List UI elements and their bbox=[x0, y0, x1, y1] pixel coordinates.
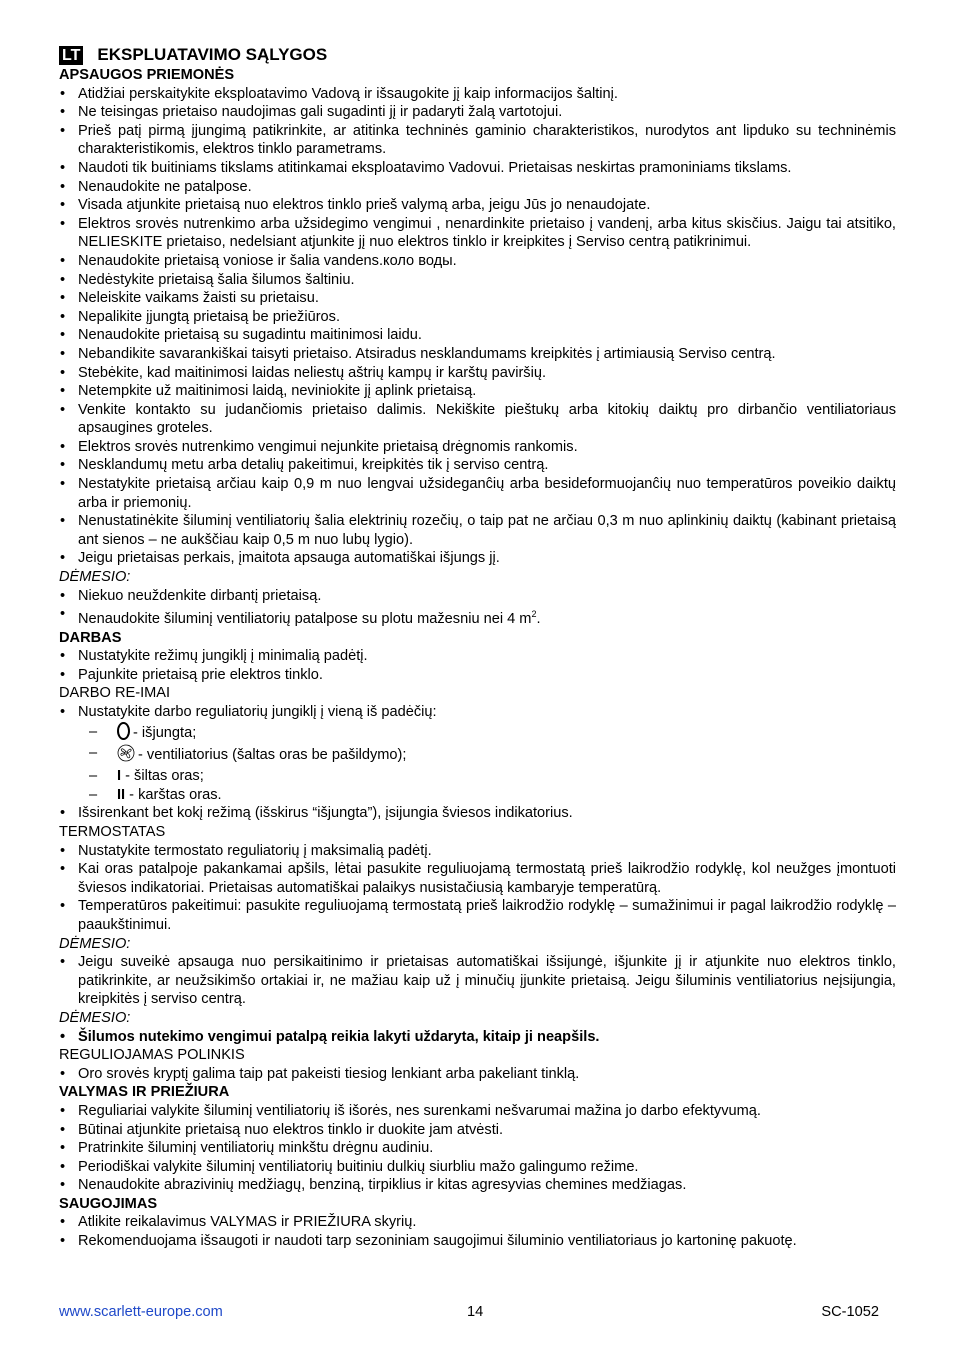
list-item: • Būtinai atjunkite prietaisą nuo elektros tinklo ir duokite jam atvėsti. bbox=[59, 1121, 896, 1140]
list-item: • Atlikite reikalavimus VALYMAS ir PRIEŽIURA skyrių. bbox=[59, 1213, 896, 1232]
mode-2-symbol: II bbox=[117, 786, 126, 803]
list-item: • Nedėstykite prietaisą šalia šilumos šaltiniu. bbox=[59, 271, 896, 290]
mode-fan-item bbox=[59, 744, 896, 768]
list-item: • Nenustatinėkite šiluminį ventiliatorių šalia elektrinių rozečių, o taip pat ne arčiau 0,3 m nuo aplinkinių daiktų (kabinant prietaisą ant sienos – ne aukščiau kaip 0,5 m nuo lubų lygio). bbox=[59, 512, 896, 549]
mode-1-item bbox=[59, 767, 896, 786]
list-item: • Pratrinkite šiluminį ventiliatorių minkštu drėgnu audiniu. bbox=[59, 1139, 896, 1158]
list-item: • Elektros srovės nutrenkimo vengimui nejunkite prietaisą drėgnomis rankomis. bbox=[59, 438, 896, 457]
circle-icon bbox=[117, 722, 130, 740]
storage-heading: SAUGOJIMAS bbox=[59, 1195, 158, 1212]
list-item: • Prieš patį pirmą įjungimą patikrinkite, ar atitinka techninės gaminio charakteristikos, nurodytos ant lipduko su techninėmis charakteristikomis, elektros tinklo parametrams. bbox=[59, 122, 896, 159]
list-item: • Jeigu prietaisas perkais, įmaitota apsauga automatiškai išjungs jį. bbox=[59, 549, 896, 568]
list-item: • Reguliariai valykite šiluminį ventiliatorių iš išorės, nes surenkami nešvarumai mažina jo darbo efektyvumą. bbox=[59, 1102, 896, 1121]
dash: – bbox=[89, 723, 98, 740]
list-item: • Oro srovės kryptį galima taip pat pakeisti tiesiog lenkiant arba pakeliant tinklą. bbox=[59, 1065, 896, 1084]
safety-note-list bbox=[59, 587, 896, 629]
storage-list bbox=[59, 1213, 896, 1250]
thermostat-note2-list bbox=[59, 1028, 896, 1047]
list-item: • Venkite kontakto su judančiomis prietaiso dalimis. Nekiškite pieštukų arba kitokių daiktų pro dirbančio ventiliatoriaus apsaugines groteles. bbox=[59, 401, 896, 438]
modes-list bbox=[59, 722, 896, 805]
mode-2-item bbox=[59, 786, 896, 805]
dash: – bbox=[89, 786, 98, 803]
website-link[interactable]: www.scarlett-europe.com bbox=[59, 1304, 223, 1320]
area-tail: . bbox=[536, 611, 541, 628]
page-number: 14 bbox=[467, 1304, 484, 1320]
list-item: • Rekomenduojama išsaugoti ir naudoti tarp sezoniniam saugojimui šiluminio ventiliatoriaus jo kartoninę pakuotę. bbox=[59, 1232, 896, 1251]
list-item: • Nustatykite termostato reguliatorių į maksimalią padėtį. bbox=[59, 842, 896, 861]
list-item: • Nenaudokite prietaisą su sugadintu maitinimosi laidu. bbox=[59, 326, 896, 345]
safety-heading: APSAUGOS PRIEMONĖS bbox=[59, 67, 235, 83]
thermostat-note2-label: DĖMESIO: bbox=[59, 1009, 131, 1026]
list-item: • Temperatūros pakeitimui: pasukite reguliuojamą termostatą prieš laikrodžio rodyklę – sumažinimui ir pagal laikrodžio rodyklę – paaukštinimui. bbox=[59, 897, 896, 934]
list-item: • Ne teisingas prietaiso naudojimas gali sugadinti jį ir padaryti žalą vartotojui. bbox=[59, 103, 896, 122]
mode-fan-label: - ventiliatorius (šaltas oras be pašildymo); bbox=[138, 746, 407, 763]
thermostat-note1-list bbox=[59, 953, 896, 1009]
list-item: • Nenaudokite abrazivinių medžiagų, benziną, tirpiklius ir kitas agresyvias chemines medžiagas. bbox=[59, 1176, 896, 1195]
list-item: • Netempkite už maitinimosi laidą, neviniokite jį aplink prietaisą. bbox=[59, 382, 896, 401]
mode-2-label: - karštas oras. bbox=[125, 786, 222, 803]
list-item bbox=[59, 605, 896, 628]
list-item: • Periodiškai valykite šiluminį ventiliatorių buitiniu dulkių siurbliu mažo galingumo režime. bbox=[59, 1158, 896, 1177]
page-title: EKSPLUATAVIMO SĄLYGOS bbox=[97, 45, 328, 64]
model-number: SC-1052 bbox=[821, 1304, 879, 1320]
list-item: • Naudoti tik buitiniams tikslams atitinkamai eksploatavimo Vadovui. Prietaisas neskirtas pramoniniams tikslams. bbox=[59, 159, 896, 178]
thermostat-heading: TERMOSTATAS bbox=[59, 824, 166, 841]
list-item: • Niekuo neuždenkite dirbantį prietaisą. bbox=[59, 587, 896, 606]
modes-heading: DARBO RE-IMAI bbox=[59, 685, 171, 702]
thermostat-list bbox=[59, 842, 896, 935]
list-item: • Stebėkite, kad maitinimosi laidas neliestų aštrių kampų ir karštų paviršių. bbox=[59, 364, 896, 383]
area-superscript: 2 bbox=[531, 609, 537, 620]
list-item: • Neleiskite vaikams žaisti su prietaisu. bbox=[59, 289, 896, 308]
list-item: • Šilumos nutekimo vengimui patalpą reikia lakyti uždaryta, kitaip ji neapšils. bbox=[59, 1028, 896, 1047]
list-item: • Kai oras patalpoje pakankamai apšils, lėtai pasukite reguliuojamą termostatą prieš laikrodžio rodyklę, kol neužges įmontuoti šviesos indikatoriai. Prietaisas automatiškai palaikys nusistačiusią kambaryje temperatūrą. bbox=[59, 860, 896, 897]
list-item: • Nenaudokite ne patalpose. bbox=[59, 178, 896, 197]
area-text: Nenaudokite šiluminį ventiliatorių patalpose su plotu mažesniu nei 4 m bbox=[78, 611, 532, 628]
safety-note-label: DĖMESIO: bbox=[59, 569, 131, 586]
list-item: • Jeigu suveikė apsauga nuo persikaitinimo ir prietaisas automatiškai išsijungė, išjunkite jį ir atjunkite nuo elektros tinklo, patikrinkite, ar neužsikimšo ortakiai ir, ne mažiau kaip už į minučių įjunkite prietaisą. Jeigu šiluminis ventiliatorius neįsijungia, kreipkitės į serviso centrą. bbox=[59, 953, 896, 1009]
mode-1-symbol: I bbox=[117, 768, 122, 785]
list-item: • Atidžiai perskaitykite eksploatavimo Vadovą ir išsaugokite jį kaip informacijos šaltinį. bbox=[59, 85, 896, 104]
list-item: • Nepalikite įjungtą prietaisą be priežiūros. bbox=[59, 308, 896, 327]
page-content bbox=[59, 44, 896, 1251]
list-item: • Nenaudokite prietaisą voniose ir šalia vandens.коло воды. bbox=[59, 252, 896, 271]
work-list bbox=[59, 647, 896, 684]
list-item: • Nestatykite prietaisą arčiau kaip 0,9 m nuo lengvai užsideganĉių arba besideformuojanĉių nuo temperatūros poveikio daiktų arba ir priemonių. bbox=[59, 475, 896, 512]
tilt-heading: REGULIOJAMAS POLINKIS bbox=[59, 1047, 245, 1064]
page-footer bbox=[59, 1304, 879, 1322]
dash: – bbox=[89, 768, 98, 785]
cleaning-heading: VALYMAS IR PRIEŽIURA bbox=[59, 1084, 230, 1101]
work-heading: DARBAS bbox=[59, 629, 122, 646]
section-header bbox=[59, 44, 896, 66]
cleaning-list bbox=[59, 1102, 896, 1195]
list-item: • Nustatykite režimų jungiklį į minimalią padėtį. bbox=[59, 647, 896, 666]
list-item: • Nebandikite savarankiškai taisyti prietaiso. Atsiradus nesklandumams kreipkitės į artimiausią Serviso centrą. bbox=[59, 345, 896, 364]
safety-list bbox=[59, 85, 896, 568]
tilt-list bbox=[59, 1065, 896, 1084]
modes-after-list bbox=[59, 804, 896, 823]
list-item: • Išsirenkant bet kokį režimą (išskirus “išjungta”), įsijungia šviesos indikatorius. bbox=[59, 804, 896, 823]
list-item: • Nesklandumų metu arba detalių pakeitimui, kreipkitės tik į serviso centrą. bbox=[59, 456, 896, 475]
fan-icon bbox=[117, 744, 135, 768]
modes-intro-list bbox=[59, 703, 896, 722]
mode-off-label: - išjungta; bbox=[133, 724, 197, 741]
thermostat-note1-label: DĖMESIO: bbox=[59, 935, 131, 952]
list-item: • Elektros srovės nutrenkimo arba užsidegimo vengimui , nenardinkite prietaiso į vandenį, arba kitus skisčius. Jaigu tai atsitiko, NELIESKITE prietaiso, nedelsiant atjunkite jį nuo elektros tinklo ir kreipkites į Serviso centrą patikrinimui. bbox=[59, 215, 896, 252]
mode-off-item bbox=[59, 722, 896, 744]
mode-1-label: - šiltas oras; bbox=[121, 768, 204, 785]
list-item: • Visada atjunkite prietaisą nuo elektros tinklo prieš valymą arba, jeigu Jūs jo nenaudojate. bbox=[59, 196, 896, 215]
language-badge: LT bbox=[59, 46, 83, 65]
list-item: • Pajunkite prietaisą prie elektros tinklo. bbox=[59, 666, 896, 685]
list-item: • Nustatykite darbo reguliatorių jungiklį į vieną iš padėčių: bbox=[59, 703, 896, 722]
dash: – bbox=[89, 744, 98, 761]
